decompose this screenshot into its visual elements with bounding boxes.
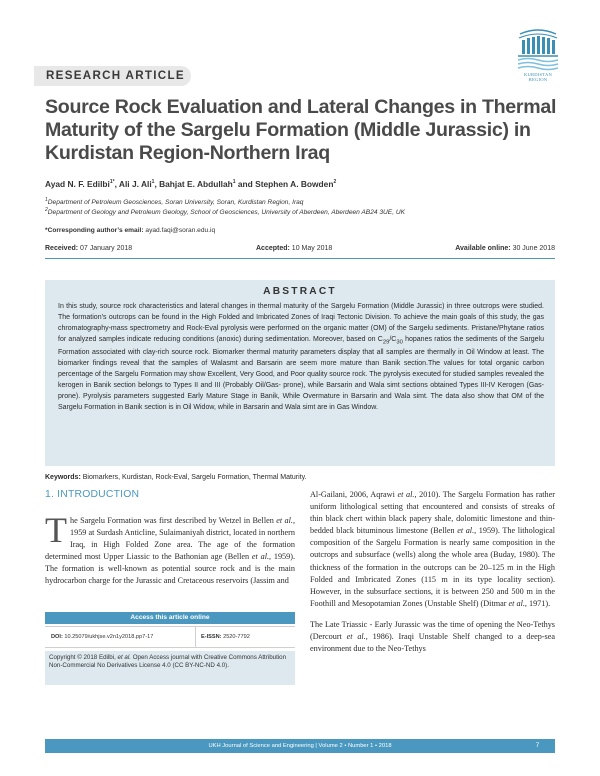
body-text: The Late Triassic - Early Jurassic was the time of opening the Neo-Tethys (Dercourt: [310, 619, 555, 642]
abstract-text-part: /C: [389, 335, 397, 343]
author-affiliation-mark: 1: [151, 179, 155, 186]
paper-title: Source Rock Evaluation and Lateral Changes in Thermal Maturity of the Sargelu Formation (Middle Jurassic) in Kurdistan Region-Northern Iraq: [45, 96, 557, 164]
body-paragraph: [310, 489, 555, 610]
online-date: [455, 245, 555, 252]
received-value: 07 January 2018: [80, 245, 133, 252]
keywords: [45, 474, 555, 481]
accepted-label: Accepted:: [256, 245, 290, 252]
author-name: Ayad N. F. Edilbi: [45, 179, 110, 189]
drop-cap: T: [45, 510, 67, 550]
copyright-text: Open Access journal with Creative Commons Attribution Non-Commercial No Derivatives License 4.0 (CC BY-NC-ND 4.0).: [49, 654, 287, 670]
affiliation-text: Department of Petroleum Geosciences, Soran University, Soran, Kurdistan Region, Iraq: [47, 199, 304, 207]
body-text: Al-Gailani, 2006, Aqrawi: [310, 490, 398, 499]
logo-text: KURDISTAN: [524, 72, 552, 77]
accepted-date: [256, 245, 332, 252]
abstract-text-part: In this study, source rock characteristics and lateral changes in thermal maturity of the Sargelu Formation (Middle Jurassic) in three outcrops were studied. The formation’s outcrops can be found in the High Folded and Imbricated Zones of Iraqi Tectonic Division. To achieve the main goals of this study, the gas chromatography-mass spectrometry and Rock-Eval pyrolysis were performed on the organic matter (OM) of the Sargelu sediments. Pristane/Phytane ratios for analyzed samples indicate reducing conditions (anoxic) during sedimentation. Moreover, based on C: [58, 303, 544, 343]
corresponding-label: *Corresponding author’s email:: [45, 227, 144, 234]
author-name: Bahjat E. Abdullah: [159, 179, 233, 189]
doi-label: DOI:: [51, 634, 63, 640]
citation-etal: et al.: [251, 552, 270, 562]
abstract-subscript: 30: [396, 339, 403, 346]
copyright-text: Copyright © 2018 Edilbi,: [49, 654, 118, 661]
received-label: Received:: [45, 245, 79, 252]
author-name: Ali J. Ali: [118, 179, 152, 189]
author-name: Stephen A. Bowden: [255, 179, 334, 189]
online-label: Available online:: [455, 245, 511, 252]
copyright-etal: et al.: [117, 654, 131, 661]
affiliation: [45, 207, 565, 216]
header-divider: [45, 258, 555, 259]
author-affiliation-mark: 1: [232, 179, 236, 186]
author-list: [45, 179, 565, 189]
body-text: he Sargelu Formation was first described by Wetzel in Bellen: [70, 516, 277, 525]
citation-etal: et al.: [276, 516, 293, 525]
affiliation: [45, 197, 565, 206]
citation-etal: et al.: [346, 632, 366, 642]
corresponding-email[interactable]: ayad.faqi@soran.edu.iq: [145, 227, 216, 234]
body-text: , 1959 at Surdash Anticline, Sulaimaniyah district, located in northern Iraq, in High Folded Zone area. The age of the formation determined most Upper Liassic to the Bathonian age (Bellen: [45, 516, 295, 562]
author-separator: and: [235, 179, 256, 189]
citation-etal: et al.: [397, 490, 415, 499]
university-emblem-icon: [512, 26, 564, 72]
citation-etal: et al.: [508, 598, 525, 608]
body-column-right: [310, 489, 555, 655]
keywords-text: Biomarkers, Kurdistan, Rock-Eval, Sargelu Formation, Thermal Maturity.: [82, 474, 307, 481]
affiliation-mark: 1: [45, 197, 48, 203]
abstract-heading: ABSTRACT: [263, 286, 337, 297]
footer-journal: UKH Journal of Science and Engineering | Volume 2 • Number 1 • 2018: [208, 743, 392, 749]
body-paragraph: [310, 619, 555, 655]
author-affiliation-mark: 2: [333, 179, 337, 186]
doi-value: 10.25079/ukhjse.v2n1y2018.pp7-17: [64, 634, 154, 640]
body-column-left: [45, 510, 296, 588]
abstract-body: [58, 302, 544, 414]
issn: [201, 634, 250, 640]
online-value: 30 June 2018: [512, 245, 555, 252]
access-info-row: [45, 626, 295, 648]
article-type-label: RESEARCH ARTICLE: [46, 69, 185, 82]
publication-dates: [45, 245, 555, 255]
access-divider: [195, 627, 196, 648]
keywords-label: Keywords:: [45, 474, 81, 481]
copyright-notice: [49, 654, 292, 670]
body-text: , 1959). The lithological composition of the Sargelu Formation is nearly same composition in the outcrops and subsurface (wells) along the whole area (Buday, 1980). The thickness of the formation in the outcrops can be 20–125 m in the High Folded and Imbricated Zones (115 m in its type locality section). However, in the subsurface sections, it is between 250 and 500 m in the Foothill and Mesopotamian Zones (Unstable Shelf) (Ditmar: [310, 526, 556, 608]
issn-label: E-ISSN:: [201, 634, 222, 640]
page-number: 7: [535, 742, 540, 749]
author-separator: ,: [114, 179, 119, 189]
body-text: , 1959). The formation is well-known as potential source rock and is the main hydrocarbon charge for the Jurassic and Cretaceous reservoirs (Jassim and: [45, 552, 296, 586]
received-date: [45, 245, 132, 252]
issn-value: 2520-7792: [223, 634, 250, 640]
section-heading: 1. INTRODUCTION: [45, 489, 140, 500]
affiliation-mark: 2: [45, 207, 48, 213]
corresponding-author: [45, 227, 215, 234]
access-online-heading: Access this article online: [45, 612, 295, 624]
body-text: , 2010). The Sargelu Formation has rather uniform lithological setting that encountered and consists of streaks of thin black chert within black papery shale, dolomitic limestone and thin-bedded black bituminous limestone (Bellen: [310, 490, 555, 536]
body-text: , 1986). Iraqi Unstable Shelf changed to a deep-sea environment due to the Neo-Tethys: [310, 632, 556, 654]
body-text: , 1971).: [524, 598, 551, 608]
abstract-text-part: hopanes ratios the sediments of the Sargelu Formation associated with clay-rich source rock. Biomarker thermal maturity parameters display that all samples are thermally in Oil Window at least. The biomarker findings reveal that the samples of Walasmt and Barsarin are seem more mature than Banik section.The values for total organic carbon percentage of the Sargelu Formation may show Excellent, Very Good, and Poor quality source rock. The pyrolysis executed for studied samples revealed the kerogen in Banik section belongs to Types II and III (Probably Oil/Gas- prone), while Barsarin and Wala simt sections obtained Types III-IV Kerogen (Gas-prone). Pyrolysis parameters suggested Early Mature Stage in Banik, While Overmature in Barsarin and Wala simt. The data also show that OM of the Sargelu Formation in Banik section is in Oil Widow, while in Barsarin and Wala simt are in Gas Window.: [58, 335, 545, 411]
accepted-value: 10 May 2018: [291, 245, 333, 252]
logo-subtext: REGION: [528, 77, 548, 82]
author-affiliation-mark: 1*: [109, 179, 115, 186]
affiliation-text: Department of Geology and Petroleum Geology, School of Geosciences, University of Aberdeen, Aberdeen AB24 3UE, UK: [47, 209, 406, 217]
journal-logo: [512, 26, 564, 86]
abstract-subscript: 29: [382, 339, 390, 346]
doi[interactable]: [51, 634, 153, 640]
author-separator: ,: [154, 179, 160, 189]
citation-etal: et al.: [457, 526, 475, 536]
